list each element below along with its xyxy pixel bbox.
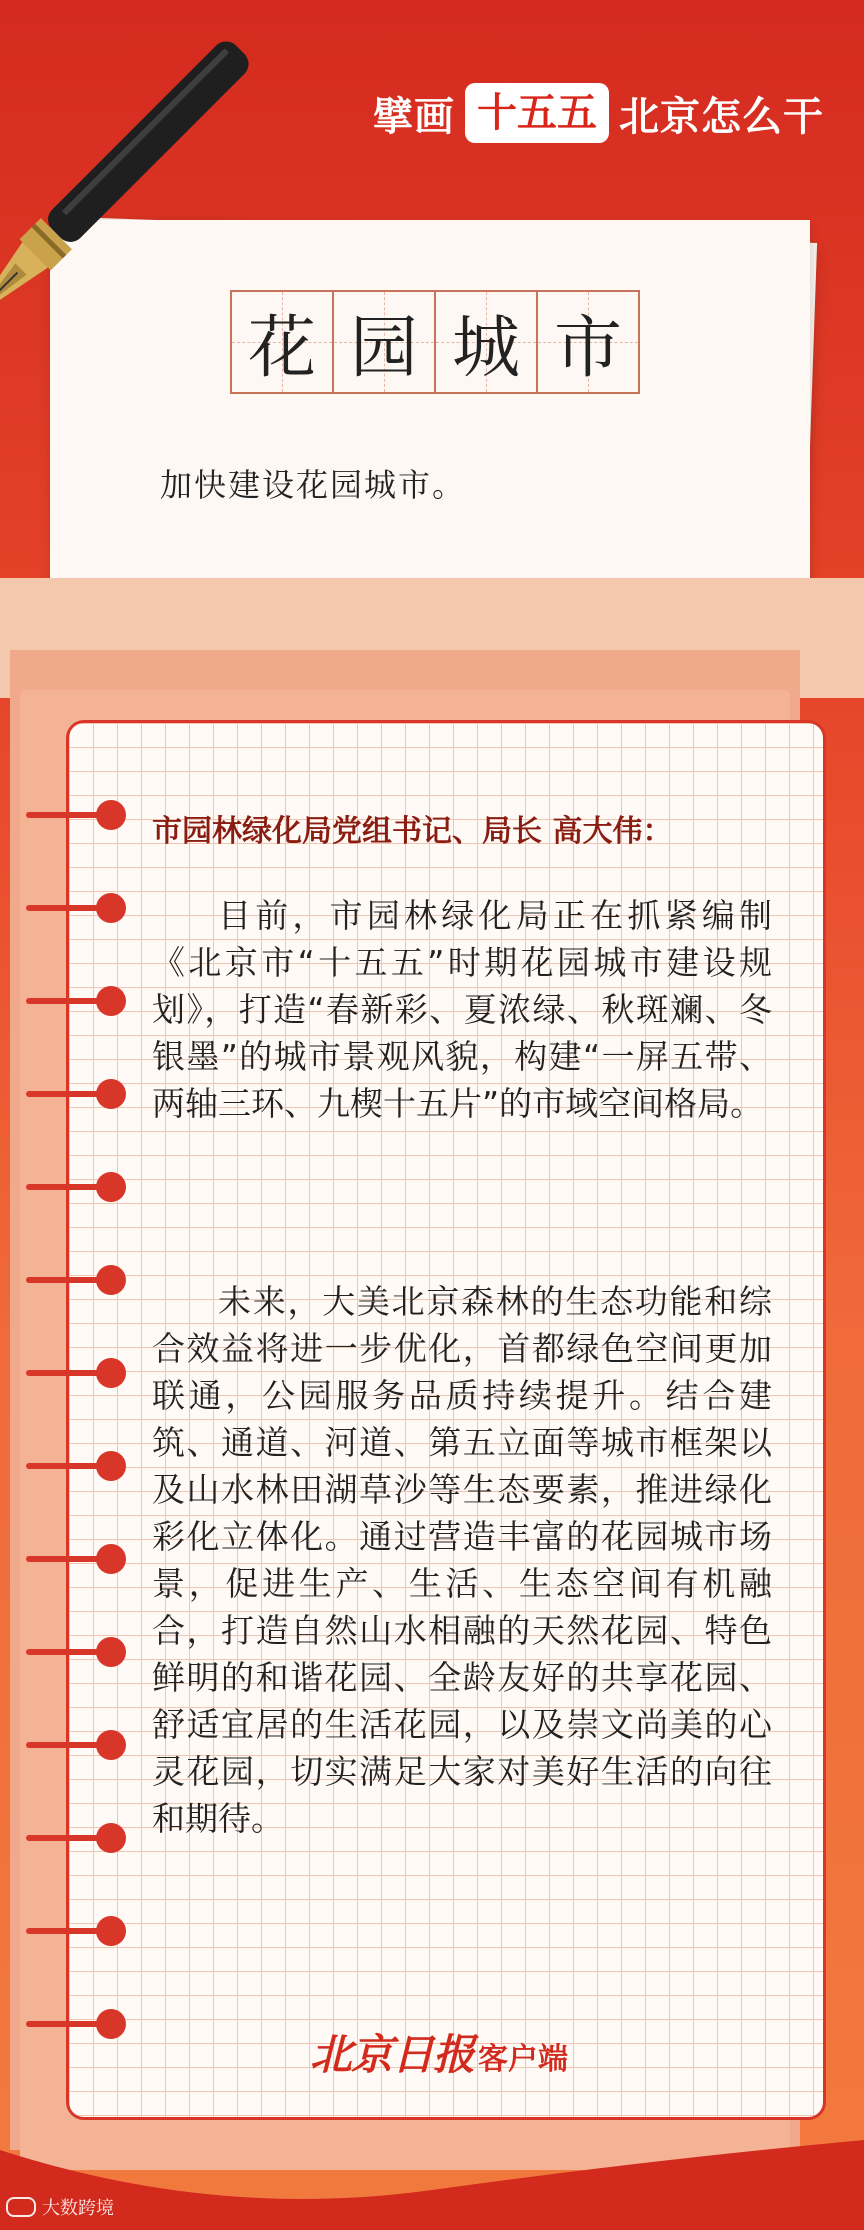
bottom-wave-decoration <box>0 2110 864 2230</box>
binder-ring <box>20 1172 130 1202</box>
speaker-label: 市园林绿化局党组书记、局长 高大伟： <box>152 814 673 849</box>
binder-ring <box>20 1451 130 1481</box>
header-badge: 十五五 <box>465 83 609 143</box>
binder-ring <box>20 1916 130 1946</box>
header-part2: 北京怎么干 <box>619 93 824 140</box>
watermark-logo-icon <box>6 2197 36 2217</box>
binder-ring <box>20 1358 130 1388</box>
title-char-cell <box>538 292 638 392</box>
title-char: 市 <box>553 308 622 388</box>
title-char: 城 <box>451 308 520 388</box>
binder-ring <box>20 1079 130 1109</box>
binder-ring <box>20 1823 130 1853</box>
beijing-daily-logo <box>310 2022 568 2082</box>
watermark <box>6 2194 114 2220</box>
logo-brand: 北京日报 <box>310 2030 475 2079</box>
binder-ring <box>20 1730 130 1760</box>
title-char: 园 <box>349 308 418 388</box>
paragraph: 目前，市园林绿化局正在抓紧编制《北京市“十五五”时期花园城市建设规划》，打造“春新彩、夏浓绿、秋斑斓、冬银墨”的城市景观风貌，构建“一屏五带、两轴三环、九楔十五片”的市域空间格局。 <box>152 896 772 1123</box>
title-char-cell <box>334 292 436 392</box>
binder-ring <box>20 2009 130 2039</box>
header-part1: 擘画 <box>373 93 455 140</box>
title-char: 花 <box>247 308 316 388</box>
binder-ring <box>20 893 130 923</box>
paragraph: 未来，大美北京森林的生态功能和综合效益将进一步优化，首都绿色空间更加联通，公园服务品质持续提升。结合建筑、通道、河道、第五立面等城市框架以及山水林田湖草沙等生态要素，推进绿化彩化立体化。通过营造丰富的花园城市场景，促进生产、生活、生态空间有机融合，打造自然山水相融的天然花园、特色鲜明的和谐花园、全龄友好的共享花园、舒适宜居的生活花园，以及崇文尚美的心灵花园，切实满足大家对美好生活的向往和期待。 <box>152 1282 772 1838</box>
binder-ring <box>20 800 130 830</box>
binder-ring <box>20 1265 130 1295</box>
binder-rings <box>20 800 130 2060</box>
watermark-text: 大数跨境 <box>42 2198 114 2219</box>
title-grid <box>230 290 640 394</box>
subtitle: 加快建设花园城市。 <box>160 466 467 504</box>
binder-ring <box>20 1544 130 1574</box>
binder-ring <box>20 986 130 1016</box>
logo-client: 客户端 <box>478 2042 569 2077</box>
title-char-cell <box>436 292 538 392</box>
title-char-cell <box>232 292 334 392</box>
binder-ring <box>20 1637 130 1667</box>
header-banner <box>373 78 824 148</box>
